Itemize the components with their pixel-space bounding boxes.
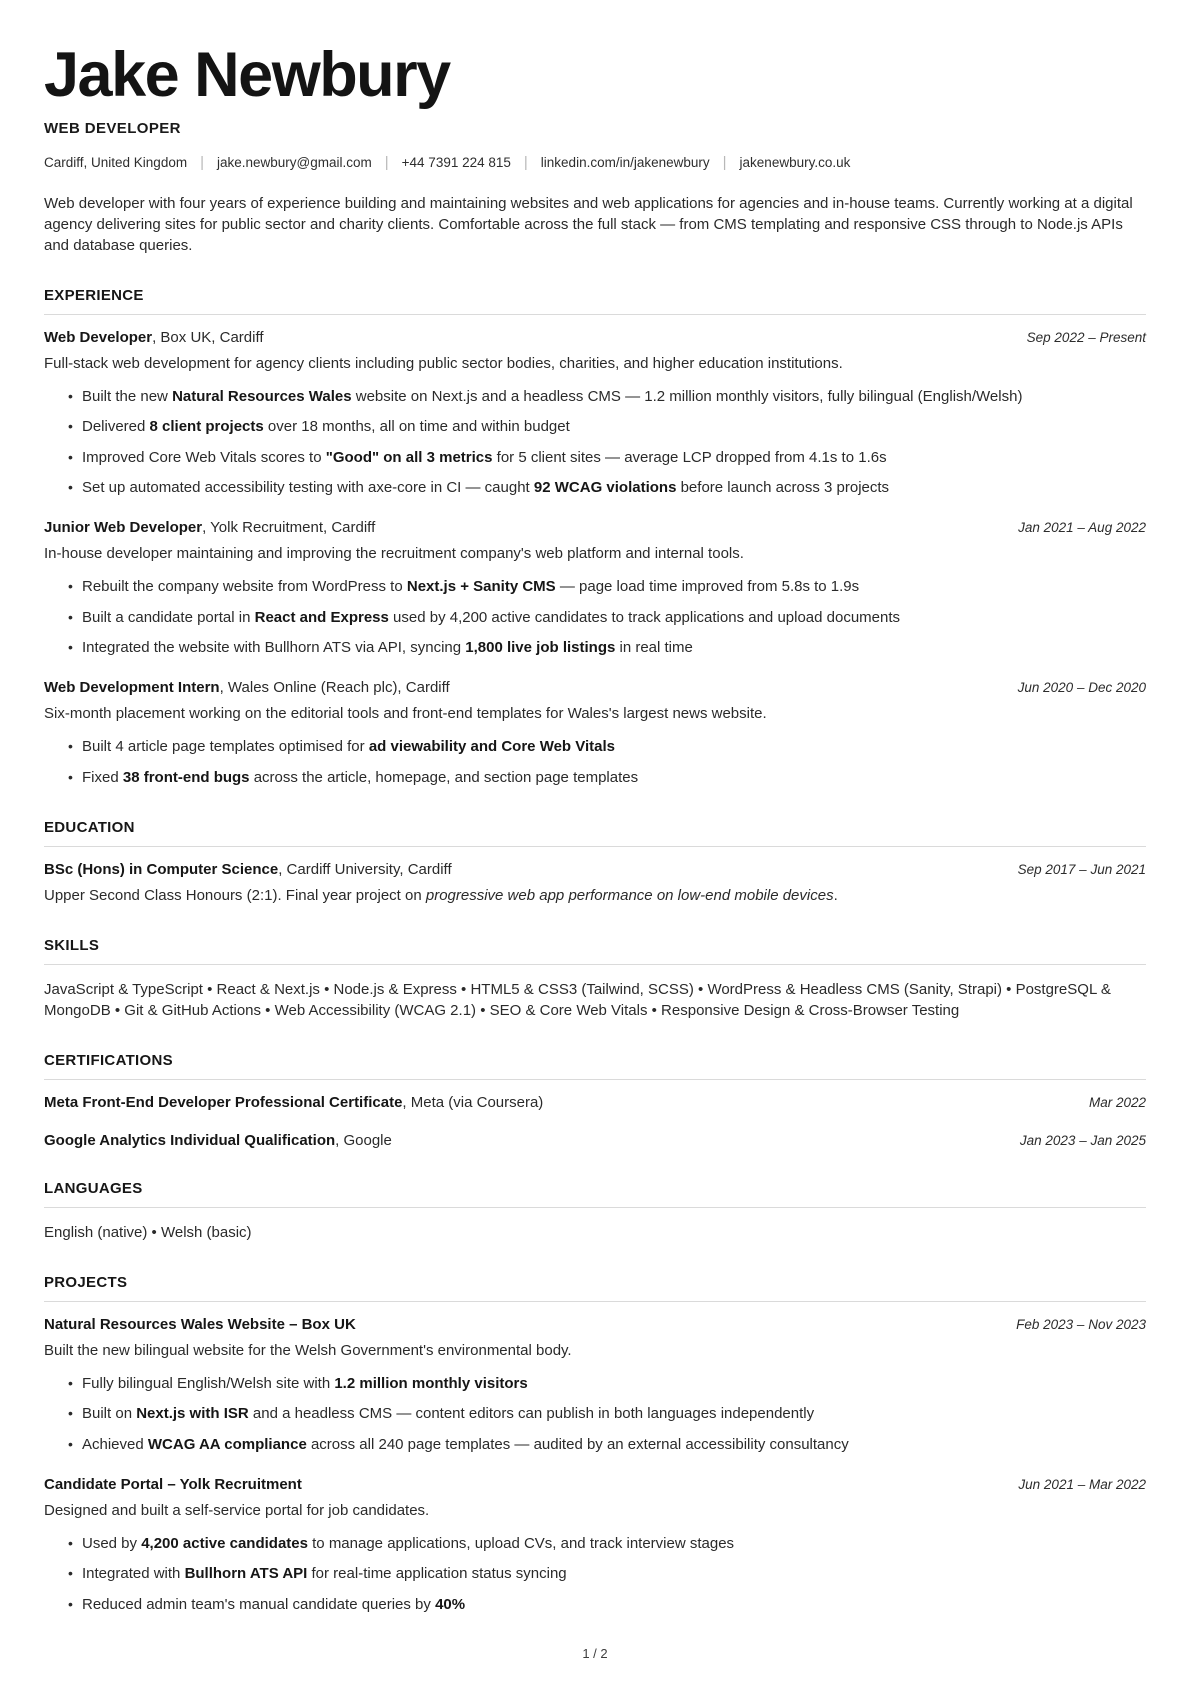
- contact-email: jake.newbury@gmail.com: [216, 154, 372, 170]
- entry-bullet-list: [44, 1374, 1146, 1455]
- project-entry: [44, 1316, 1146, 1455]
- bullet-item: • Set up automated accessibility testing with axe-core in CI — caught 92 WCAG violations before launch across 3 projects: [68, 478, 1146, 498]
- entry-description: Upper Second Class Honours (2:1). Final year project on progressive web app performance on low-end mobile devices.: [44, 886, 838, 904]
- section-skills: [44, 937, 1146, 1021]
- entry-date: Sep 2017 – Jun 2021: [1017, 861, 1146, 877]
- certification-entry: [44, 1132, 1146, 1149]
- entry-title: BSc (Hons) in Computer Science, Cardiff University, Cardiff: [44, 860, 452, 878]
- resume-header: [44, 40, 1146, 256]
- education-entry: [44, 861, 1146, 906]
- languages-list: English (native) • Welsh (basic): [44, 1223, 252, 1241]
- entry-date: Jan 2023 – Jan 2025: [1019, 1132, 1146, 1148]
- entry-description: Six-month placement working on the editorial tools and front-end templates for Wales's largest news website.: [44, 705, 767, 723]
- entry-header: [44, 1132, 1146, 1149]
- entry-bullet-list: [44, 737, 1146, 788]
- entry-title: Natural Resources Wales Website – Box UK: [44, 1315, 356, 1333]
- project-entry: [44, 1476, 1146, 1615]
- section-experience: [44, 287, 1146, 788]
- entry-description: Designed and built a self-service portal for job candidates.: [44, 1501, 430, 1519]
- bullet-item: • Built 4 article page templates optimised for ad viewability and Core Web Vitals: [68, 737, 1146, 757]
- section-heading-skills: SKILLS: [44, 937, 1146, 965]
- entry-title: Web Developer, Box UK, Cardiff: [44, 328, 264, 346]
- entry-title: Junior Web Developer, Yolk Recruitment, Cardiff: [44, 519, 376, 537]
- skills-list: JavaScript & TypeScript • React & Next.js • Node.js & Express • HTML5 & CSS3 (Tailwind, SCSS) • WordPress & Headless CMS (Sanity, Strapi) • PostgreSQL & MongoDB • Git & GitHub Actions • Web Accessibility (WCAG 2.1) • SEO & Core Web Vitals • Responsive Design & Cross-Browser Testing: [44, 980, 1111, 1019]
- bullet-item: • Achieved WCAG AA compliance across all 240 page templates — audited by an external accessibility consultancy: [68, 1435, 1146, 1455]
- contact-divider: |: [200, 153, 204, 171]
- entry-title: Meta Front-End Developer Professional Certificate, Meta (via Coursera): [44, 1093, 544, 1111]
- bullet-item: • Used by 4,200 active candidates to manage applications, upload CVs, and track interview stages: [68, 1534, 1146, 1554]
- entry-header: [44, 1476, 1146, 1493]
- contact-divider: |: [523, 153, 528, 171]
- section-education: [44, 819, 1146, 906]
- contact-website: jakenewbury.co.uk: [739, 154, 851, 170]
- section-heading-projects: PROJECTS: [44, 1274, 1146, 1302]
- profile-summary: Web developer with four years of experience building and maintaining websites and web applications for agencies and in-house teams. Currently working at a digital agency delivering sites for public sector and charity clients. Comfortable across the full stack — from CMS templating and responsive CSS through to Node.js APIs and database queries.: [44, 194, 1133, 254]
- section-certifications: [44, 1052, 1146, 1149]
- bullet-item: • Fixed 38 front-end bugs across the article, homepage, and section page templates: [68, 768, 1146, 788]
- entry-date: Sep 2022 – Present: [1026, 329, 1146, 345]
- bullet-item: • Integrated the website with Bullhorn ATS via API, syncing 1,800 live job listings in real time: [68, 638, 1146, 658]
- bullet-item: • Built a candidate portal in React and Express used by 4,200 active candidates to track applications and upload documents: [68, 608, 1146, 628]
- bullet-item: • Rebuilt the company website from WordPress to Next.js + Sanity CMS — page load time improved from 5.8s to 1.9s: [68, 577, 1146, 597]
- entry-header: [44, 329, 1146, 346]
- section-heading-certifications: CERTIFICATIONS: [44, 1052, 1146, 1080]
- section-heading-languages: LANGUAGES: [44, 1180, 1146, 1208]
- contact-location: Cardiff, United Kingdom: [44, 154, 188, 170]
- bullet-item: • Fully bilingual English/Welsh site with 1.2 million monthly visitors: [68, 1374, 1146, 1394]
- entry-title: Candidate Portal – Yolk Recruitment: [44, 1475, 302, 1493]
- bullet-item: • Improved Core Web Vitals scores to "Good" on all 3 metrics for 5 client sites — average LCP dropped from 4.1s to 1.6s: [68, 448, 1146, 468]
- experience-entry: [44, 519, 1146, 658]
- entry-bullet-list: [44, 1534, 1146, 1615]
- entry-description: In-house developer maintaining and improving the recruitment company's web platform and internal tools.: [44, 545, 744, 563]
- contact-phone: +44 7391 224 815: [401, 154, 511, 170]
- entry-bullet-list: [44, 577, 1146, 658]
- bullet-item: • Delivered 8 client projects over 18 months, all on time and within budget: [68, 417, 1146, 437]
- section-projects: [44, 1274, 1146, 1615]
- page-number: 1 / 2: [582, 1646, 608, 1661]
- contact-bar: [44, 154, 1146, 171]
- entry-date: Feb 2023 – Nov 2023: [1016, 1316, 1146, 1332]
- contact-divider: |: [384, 153, 389, 171]
- bullet-item: • Built on Next.js with ISR and a headless CMS — content editors can publish in both languages independently: [68, 1404, 1146, 1424]
- bullet-item: • Built the new Natural Resources Wales website on Next.js and a headless CMS — 1.2 million monthly visitors, fully bilingual (English/Welsh): [68, 387, 1146, 407]
- section-heading-education: EDUCATION: [44, 819, 1146, 847]
- entry-header: [44, 861, 1146, 878]
- bullet-item: • Integrated with Bullhorn ATS API for real-time application status syncing: [68, 1564, 1146, 1584]
- entry-header: [44, 1094, 1146, 1111]
- entry-header: [44, 1316, 1146, 1333]
- entry-date: Jun 2021 – Mar 2022: [1018, 1476, 1146, 1492]
- entry-bullet-list: [44, 387, 1146, 499]
- person-name: Jake Newbury: [44, 40, 450, 110]
- experience-entry: [44, 679, 1146, 788]
- entry-title: Google Analytics Individual Qualification, Google: [44, 1131, 392, 1149]
- entry-header: [44, 519, 1146, 536]
- entry-title: Web Development Intern, Wales Online (Reach plc), Cardiff: [44, 679, 450, 697]
- entry-date: Jan 2021 – Aug 2022: [1018, 520, 1146, 536]
- entry-description: Built the new bilingual website for the Welsh Government's environmental body.: [44, 1341, 572, 1359]
- experience-entry: [44, 329, 1146, 499]
- entry-date: Mar 2022: [1088, 1094, 1146, 1110]
- contact-linkedin: linkedin.com/in/jakenewbury: [540, 154, 710, 170]
- contact-divider: |: [722, 153, 727, 171]
- person-job-title: WEB DEVELOPER: [44, 119, 181, 137]
- entry-date: Jun 2020 – Dec 2020: [1017, 680, 1146, 696]
- section-heading-experience: EXPERIENCE: [44, 287, 1146, 315]
- bullet-item: • Reduced admin team's manual candidate queries by 40%: [68, 1595, 1146, 1615]
- certification-entry: [44, 1094, 1146, 1111]
- entry-description: Full-stack web development for agency clients including public sector bodies, charities, and higher education institutions.: [44, 354, 843, 372]
- entry-header: [44, 679, 1146, 696]
- section-languages: [44, 1180, 1146, 1243]
